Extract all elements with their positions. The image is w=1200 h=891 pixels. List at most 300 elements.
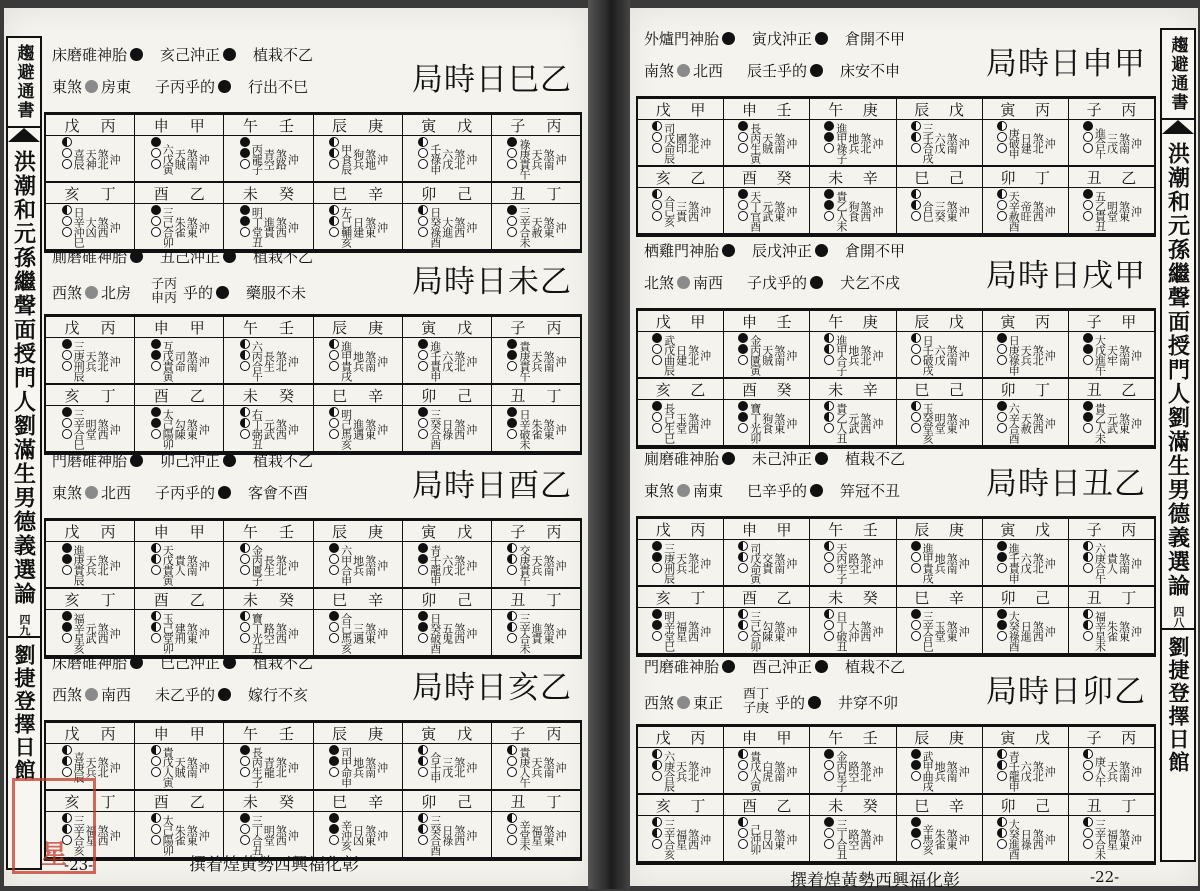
luck-marker-icon (911, 333, 921, 343)
cell-text: 沖 (464, 153, 478, 164)
filled-dot-icon (722, 452, 735, 465)
cell-text: 沖 (698, 349, 712, 360)
cell-text: 祿庚貴午 (517, 138, 531, 179)
filled-dot-icon (130, 48, 143, 61)
stem: 丑 (1086, 380, 1102, 399)
cell-text: 煞北 (96, 756, 110, 777)
hour-header-cell (224, 115, 313, 135)
hour-cell (897, 188, 983, 233)
hour-grid (636, 724, 1156, 865)
cell-text: 朱雀 (1105, 620, 1119, 641)
stem: 巳 (914, 168, 930, 187)
luck-marker-icon (62, 543, 72, 553)
hour-cell (983, 816, 1069, 861)
cell-text: 福星 (674, 620, 688, 641)
branch: 癸 (278, 792, 294, 811)
luck-marker-icon (507, 835, 517, 845)
rule-taboo: 植栽不乙 (845, 450, 906, 468)
luck-marker-icon (151, 543, 161, 553)
luck-marker-icon (652, 143, 662, 153)
cell-text: 六戊 (440, 554, 454, 575)
filled-dot-icon (223, 454, 236, 467)
cell-text: 煞東 (945, 620, 959, 641)
rule-huzhi: 乎的 (183, 283, 214, 302)
luck-marker-icon (507, 216, 517, 226)
stem: 亥 (64, 792, 80, 811)
luck-marker-icon (738, 211, 748, 221)
luck-marker-icon (329, 554, 339, 564)
hour-header-cell (135, 385, 224, 405)
stem: 子 (1086, 312, 1102, 331)
hour-cell (1069, 816, 1154, 861)
cell-text: 煞東 (1117, 828, 1131, 849)
marker-column (328, 542, 340, 587)
cell-text: 進合午 (1093, 127, 1107, 158)
hour-header-cell (492, 385, 580, 405)
branch: 己 (948, 168, 964, 187)
hour-body-row (638, 608, 1154, 655)
hour-cell (314, 744, 403, 789)
luck-marker-icon (418, 767, 428, 777)
luck-marker-icon (652, 132, 662, 142)
luck-marker-icon (911, 828, 921, 838)
branch: 丁 (546, 590, 562, 609)
rule-taboo-2: 行出不巳 (248, 78, 309, 96)
luck-marker-icon (507, 350, 517, 360)
filled-dot-icon (218, 486, 231, 499)
cell-text: 沖 (464, 627, 478, 638)
luck-marker-icon (824, 749, 834, 759)
page-footer: 撰着煌黃勢西興福化彰 (790, 871, 960, 891)
branch: 庚 (862, 100, 878, 119)
cell-text: 沖 (957, 137, 971, 148)
filled-dot-icon (218, 688, 231, 701)
section-header (636, 442, 1156, 516)
hour-header-cell (638, 379, 724, 399)
cell-text: 日癸祿酉 (428, 206, 442, 247)
cell-text: 日建 (674, 344, 688, 365)
luck-marker-icon (1083, 355, 1093, 365)
cell-text: 狗食 (760, 412, 774, 433)
luck-marker-icon (738, 771, 748, 781)
luck-marker-icon (507, 418, 517, 428)
cell-text: 天兵 (84, 350, 98, 371)
luck-marker-icon (824, 401, 834, 411)
day-section (636, 442, 1156, 657)
branch: 丙 (1035, 100, 1051, 119)
stem: 子 (510, 522, 526, 541)
luck-marker-icon (507, 339, 517, 349)
marker-column (909, 120, 921, 165)
gray-dot-icon (85, 80, 98, 93)
marker-column (417, 136, 429, 181)
luck-marker-icon (418, 429, 428, 439)
marker-column (737, 188, 749, 233)
cell-text: 沖 (464, 761, 478, 772)
cell-text: 沖 (197, 221, 211, 232)
cell-text: 煞北 (452, 350, 466, 371)
luck-marker-icon (824, 143, 834, 153)
luck-marker-icon (507, 159, 517, 169)
stem: 子 (1086, 728, 1102, 747)
luck-marker-icon (997, 817, 1007, 827)
rule-line-2 (52, 76, 308, 97)
hour-cell (135, 338, 224, 383)
luck-marker-icon (911, 344, 921, 354)
luck-marker-icon (738, 333, 748, 343)
day-title: 局時日巳乙 (412, 62, 572, 98)
luck-marker-icon (738, 121, 748, 131)
cell-text: 沖 (1129, 417, 1143, 428)
stem: 寅 (1000, 520, 1016, 539)
cell-text: 煞北 (452, 554, 466, 575)
hour-cell (46, 136, 135, 181)
cell-text: 煞西 (274, 418, 288, 439)
luck-marker-icon (151, 227, 161, 237)
cell-text: 煞東 (541, 418, 555, 439)
cell-text: 沖 (784, 557, 798, 568)
cell-text: 貴乙人丑 (834, 402, 848, 443)
cell-text: 三癸合酉 (428, 814, 442, 855)
cell-text: 煞地 (363, 148, 377, 169)
hour-header-cell (492, 183, 580, 203)
luck-marker-icon (1083, 200, 1093, 210)
cell-text: 沖 (1129, 625, 1143, 636)
luck-marker-icon (507, 361, 517, 371)
marker-column (60, 136, 72, 181)
marker-column (1081, 120, 1093, 165)
luck-marker-icon (824, 631, 834, 641)
stem: 申 (153, 522, 169, 541)
branch: 辛 (368, 386, 384, 405)
rule-sha: 西煞 (52, 283, 83, 302)
branch: 甲 (189, 522, 205, 541)
rule-taboo: 植栽不乙 (253, 46, 314, 64)
hour-cell (983, 400, 1069, 445)
hour-cell (810, 816, 896, 861)
cell-text: 沖 (1043, 765, 1057, 776)
cell-text: 三丁合丑 (834, 818, 848, 859)
stem: 未 (242, 590, 258, 609)
stem: 亥 (655, 168, 671, 187)
branch: 己 (457, 792, 473, 811)
hour-header-cell (724, 167, 810, 187)
luck-marker-icon (151, 205, 161, 215)
luck-marker-icon (1083, 749, 1093, 759)
cell-text: 沖 (1043, 417, 1057, 428)
cell-text: 煞東 (363, 216, 377, 237)
gray-dot-icon (85, 286, 98, 299)
hour-header-cell (314, 521, 403, 541)
cell-text: 沖 (698, 625, 712, 636)
cell-text: 煞北 (1031, 760, 1045, 781)
luck-marker-icon (151, 745, 161, 755)
cell-text: 朱雀 (173, 824, 187, 845)
seal-stamp: 星 (12, 778, 96, 874)
gray-dot-icon (85, 486, 98, 499)
hour-body-row (46, 542, 580, 589)
stem: 申 (153, 724, 169, 743)
day-section (636, 22, 1156, 237)
luck-marker-icon (329, 767, 339, 777)
cell-text: 白虎 (760, 760, 774, 781)
luck-marker-icon (997, 423, 1007, 433)
cell-text: 沖 (870, 625, 884, 636)
luck-marker-icon (151, 418, 161, 428)
cell-text: 己沖卯 (748, 823, 762, 854)
luck-marker-icon (911, 609, 921, 619)
hour-header-cell (224, 385, 313, 405)
rule-line-1 (52, 246, 313, 267)
luck-marker-icon (652, 541, 662, 551)
hour-header-cell (492, 723, 580, 743)
luck-marker-icon (738, 344, 748, 354)
luck-marker-icon (418, 835, 428, 845)
luck-marker-icon (652, 333, 662, 343)
stem: 午 (828, 100, 844, 119)
rule-direction: 廁磨碓神胎 (644, 450, 720, 468)
hour-cell (810, 400, 896, 445)
side-title-box (1162, 30, 1194, 120)
rule-huzhi: 子丙乎的 (155, 78, 216, 96)
hour-cell (1069, 120, 1154, 165)
luck-marker-icon (418, 361, 428, 371)
marker-column (823, 816, 835, 861)
day-section (636, 650, 1156, 865)
cell-text: 煞南 (945, 760, 959, 781)
stem: 亥 (655, 380, 671, 399)
cell-text: 勾陳 (173, 418, 187, 439)
day-title: 局時日亥乙 (412, 670, 572, 706)
hour-header-row (638, 167, 1154, 188)
hour-body-row (638, 748, 1154, 795)
luck-marker-icon (1083, 423, 1093, 433)
cell-text: 進貴 (529, 622, 543, 643)
branch: 戊 (1035, 728, 1051, 747)
marker-column (823, 400, 835, 445)
luck-marker-icon (738, 355, 748, 365)
cell-text: 煞北 (858, 552, 872, 573)
luck-marker-icon (824, 817, 834, 827)
hour-body-row (46, 744, 580, 791)
hour-cell (1069, 540, 1154, 585)
cell-text: 天兵 (529, 350, 543, 371)
cell-text: 路空 (262, 622, 276, 643)
filled-dot-icon (815, 32, 828, 45)
cell-text: 煞西 (686, 620, 700, 641)
cell-text: 沖 (957, 417, 971, 428)
luck-marker-icon (151, 767, 161, 777)
branch: 乙 (690, 380, 706, 399)
branch: 己 (457, 184, 473, 203)
day-section (44, 646, 582, 861)
marker-column (995, 608, 1007, 653)
cell-text: 進貴 (262, 216, 276, 237)
luck-marker-icon (997, 211, 1007, 221)
stem: 寅 (421, 318, 437, 337)
branch: 己 (948, 380, 964, 399)
stem: 酉 (153, 386, 169, 405)
luck-marker-icon (418, 611, 428, 621)
luck-marker-icon (507, 813, 517, 823)
cell-text: 煞東 (945, 412, 959, 433)
cell-text: 煞南 (1117, 344, 1131, 365)
cell-text: 煞南 (541, 756, 555, 777)
cell-text: 煞南 (363, 350, 377, 371)
hour-body-row (638, 120, 1154, 167)
cell-text: 辛堂未 (517, 819, 531, 850)
cell-text: 煞南 (541, 554, 555, 575)
stem: 巳 (914, 796, 930, 815)
cell-text: 天兵 (1019, 344, 1033, 365)
luck-marker-icon (911, 189, 921, 199)
luck-marker-icon (329, 835, 339, 845)
cell-text: 沖 (197, 829, 211, 840)
cell-text: 沖 (375, 423, 389, 434)
stem: 申 (741, 728, 757, 747)
cell-text: 右丁弼丑 (250, 408, 264, 449)
branch: 壬 (862, 728, 878, 747)
cell-text: 煞西 (96, 216, 110, 237)
stem: 酉 (741, 168, 757, 187)
hour-header-cell (983, 379, 1069, 399)
luck-marker-icon (824, 839, 834, 849)
hour-cell (638, 608, 724, 653)
rule-stacked: 子丙申丙 (151, 277, 178, 306)
hour-cell (492, 136, 580, 181)
stem: 未 (242, 792, 258, 811)
cell-text: 六戊 (1019, 760, 1033, 781)
cell-text: 沖 (698, 205, 712, 216)
marker-column (60, 542, 72, 587)
cell-text: 煞南 (945, 344, 959, 365)
filled-dot-icon (815, 660, 828, 673)
rule-direction: 門磨碓神胎 (52, 452, 128, 470)
rule-direction: 廁磨碓神胎 (52, 248, 128, 266)
cell-text: 五乙貴丑 (1093, 190, 1107, 231)
rule-sha-dir: 北西 (693, 62, 724, 80)
rule-sha-dir: 房東 (101, 78, 132, 96)
cell-text: 煞東 (185, 216, 199, 237)
luck-marker-icon (507, 756, 517, 766)
branch: 戊 (457, 116, 473, 135)
cell-text: 沖 (553, 153, 567, 164)
cell-text: 六甲合申 (339, 544, 353, 585)
cell-text: 沖 (784, 417, 798, 428)
side-name-box (1162, 134, 1194, 630)
hour-cell (724, 816, 810, 861)
branch: 丙 (546, 318, 562, 337)
filled-dot-icon (810, 276, 823, 289)
cell-text: 煞西 (858, 828, 872, 849)
cell-text: 沖 (870, 349, 884, 360)
rule-line-2 (52, 684, 308, 705)
cell-text: 沖 (957, 557, 971, 568)
cell-text: 青空 (262, 148, 276, 169)
branch: 庚 (862, 312, 878, 331)
cell-text: 煞東 (772, 412, 786, 433)
hour-cell (638, 120, 724, 165)
luck-marker-icon (911, 412, 921, 422)
cell-text: 煞東 (772, 828, 786, 849)
luck-marker-icon (507, 137, 517, 147)
cell-text: 煞北 (858, 344, 872, 365)
luck-marker-icon (738, 401, 748, 411)
cell-text: 福星 (1105, 828, 1119, 849)
cell-text: 煞東 (541, 824, 555, 845)
luck-marker-icon (652, 423, 662, 433)
cell-text: 天辛赦酉 (1007, 190, 1021, 231)
hour-body-row (638, 816, 1154, 863)
branch: 丙 (1035, 312, 1051, 331)
cell-text: 煞西 (858, 620, 872, 641)
cell-text: 煞東 (945, 200, 959, 221)
hour-header-cell (724, 795, 810, 815)
cell-text: 元武 (846, 412, 860, 433)
branch: 丙 (100, 318, 116, 337)
filled-dot-icon (815, 452, 828, 465)
luck-marker-icon (507, 205, 517, 215)
stem: 未 (828, 796, 844, 815)
luck-marker-icon (507, 227, 517, 237)
luck-marker-icon (738, 423, 748, 433)
day-title: 局時日未乙 (412, 264, 572, 300)
cell-text: 煞南 (185, 554, 199, 575)
stem: 巳 (332, 590, 348, 609)
hour-header-cell (810, 167, 896, 187)
filled-dot-icon (810, 64, 823, 77)
hour-cell (135, 744, 224, 789)
marker-column (651, 540, 663, 585)
cell-text: 沖 (108, 829, 122, 840)
hour-cell (810, 748, 896, 793)
hour-header-cell (224, 317, 313, 337)
rule-sha: 西煞 (644, 693, 675, 712)
cell-text: 三辛合亥 (72, 814, 86, 855)
stem: 戊 (64, 116, 80, 135)
cell-text: 合己馬亥 (339, 612, 353, 653)
cell-text: 司戊命辰 (662, 122, 676, 163)
marker-column (909, 816, 921, 861)
luck-marker-icon (738, 132, 748, 142)
hour-header-cell (314, 589, 403, 609)
luck-marker-icon (738, 817, 748, 827)
rule-taboo-2: 床安不申 (840, 62, 901, 80)
cell-text: 煞東 (185, 622, 199, 643)
cell-text: 煞西 (686, 200, 700, 221)
cell-text: 天賊 (173, 148, 187, 169)
cell-text: 青壬龍申 (1007, 750, 1021, 791)
hour-cell (492, 744, 580, 789)
cell-text: 沖 (286, 221, 300, 232)
luck-marker-icon (652, 760, 662, 770)
cell-text: 六戊 (933, 344, 947, 365)
cell-text: 煞南 (185, 148, 199, 169)
luck-marker-icon (652, 355, 662, 365)
luck-marker-icon (738, 412, 748, 422)
branch: 甲 (189, 724, 205, 743)
hour-cell (897, 748, 983, 793)
luck-marker-icon (329, 745, 339, 755)
cell-text: 煞南 (363, 554, 377, 575)
hour-header-cell (983, 311, 1069, 331)
day-title: 局時日申甲 (986, 46, 1146, 82)
luck-marker-icon (1083, 121, 1093, 131)
luck-marker-icon (997, 620, 1007, 630)
luck-marker-icon (418, 350, 428, 360)
branch: 丁 (1121, 796, 1137, 815)
branch: 甲 (776, 520, 792, 539)
